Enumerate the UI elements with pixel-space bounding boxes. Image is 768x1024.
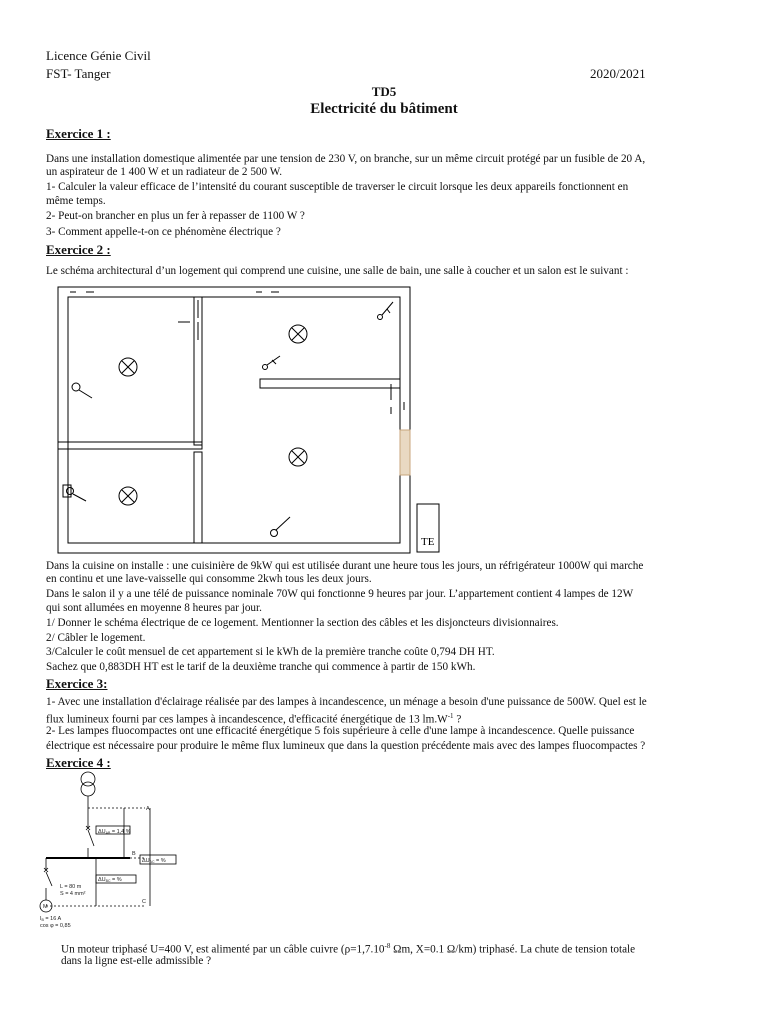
- header-year: 2020/2021: [590, 66, 646, 81]
- ex2-intro: Le schéma architectural d’un logement qui comprend une cuisine, une salle de bain, une salle à coucher et un salon est le suivant :: [46, 265, 629, 277]
- current-label: IB = 16 A: [40, 916, 62, 922]
- cos-phi-label: cos φ = 0,85: [40, 923, 71, 929]
- ex1-line: un aspirateur de 1 400 W et un radiateur de 2 500 W.: [46, 166, 283, 178]
- exercise-4-heading: Exercice 4 :: [46, 755, 111, 770]
- point-b-label: B: [132, 851, 136, 857]
- ex4-line: Un moteur triphasé U=400 V, est alimenté par un câble cuivre ($\rho=1,7.10^{-8}$ Ωm, X=0.1 Ω/km) triphasé. La chute de tension totale: [61, 942, 636, 956]
- ex1-line: même temps.: [46, 195, 106, 207]
- ex1-line: 1- Calculer la valeur efficace de l’intensité du courant susceptible de traverser le circuit lorsque les deux appareils fonctionnent en: [46, 181, 629, 193]
- exercise-1-heading: Exercice 1 :: [46, 126, 111, 141]
- ex2-line: Sachez que 0,883DH HT est le tarif de la deuxième tranche qui commence à partir de 150 kWh.: [46, 661, 476, 673]
- exercise-2-heading: Exercice 2 :: [46, 242, 111, 257]
- ex4-line: dans la ligne est-elle admissible ?: [61, 955, 212, 967]
- ex2-line: Dans le salon il y a une télé de puissance nominale 70W qui fonctionne 9 heures par jour. L’appartement contient 4 lampes de 12W: [46, 588, 634, 600]
- ex2-question: 1/ Donner le schéma électrique de ce logement. Mentionner la section des câbles et les disjoncteurs divisionnaires.: [46, 617, 559, 629]
- du-bc-label: ΔUBC = %: [98, 877, 122, 883]
- ex2-line: qui sont allumées en moyenne 8 heures par jour.: [46, 602, 262, 614]
- header-faculty: FST- Tanger: [46, 66, 111, 81]
- du-ac-label: ΔUAC = %: [142, 858, 166, 864]
- ex3-line: flux lumineux fourni par ces lampes à incandescence, d'efficacité énergétique de 13 $lm.W^{-1}$ ?: [46, 712, 462, 726]
- cable-section-label: S = 4 mm²: [60, 891, 86, 897]
- cable-length-label: L = 80 m: [60, 884, 82, 890]
- ex3-line: 1- Avec une installation d'éclairage réalisée par des lampes à incandescence, un ménage a besoin d'une puissance de 500W. Quel est le: [46, 696, 647, 708]
- point-c-label: C: [142, 899, 146, 905]
- page-title: Electricité du bâtiment: [310, 101, 458, 117]
- motor-label: M: [43, 904, 48, 910]
- exercise-3-heading: Exercice 3:: [46, 676, 108, 691]
- ex2-question: 2/ Câbler le logement.: [46, 632, 146, 644]
- te-label: TE: [421, 536, 435, 548]
- ex1-line: Dans une installation domestique alimentée par une tension de 230 V, on branche, sur un même circuit protégé par un fusible de 20 A,: [46, 153, 646, 165]
- ex3-line: électrique est nécessaire pour produire le même flux lumineux que dans la question précédente mais avec des lampes fluocompactes ?: [46, 740, 646, 752]
- td-number: TD5: [371, 84, 397, 99]
- ex2-line: Dans la cuisine on installe : une cuisinière de 9kW qui est utilisée durant une heure tous les jours, un réfrigérateur 1000W qui marche: [46, 560, 644, 572]
- ex1-line: 3- Comment appelle-t-on ce phénomène électrique ?: [46, 226, 281, 238]
- point-a-label: A: [146, 806, 150, 812]
- ex3-line: 2- Les lampes fluocompactes ont une efficacité énergétique 5 fois supérieure à celle d'une lampe à incandescence. Quelle puissance: [46, 725, 635, 737]
- ex2-line: en continu et une lave-vaisselle qui consomme 2kwh tous les deux jours.: [46, 573, 372, 585]
- header-licence: Licence Génie Civil: [46, 48, 151, 63]
- ex1-line: 2- Peut-on brancher en plus un fer à repasser de 1100 W ?: [46, 210, 305, 222]
- du-ab-label: ΔUAB = 1,4 %: [98, 829, 131, 835]
- ex2-question: 3/Calculer le coût mensuel de cet appartement si le kWh de la première tranche coûte 0,794 DH HT.: [46, 646, 495, 658]
